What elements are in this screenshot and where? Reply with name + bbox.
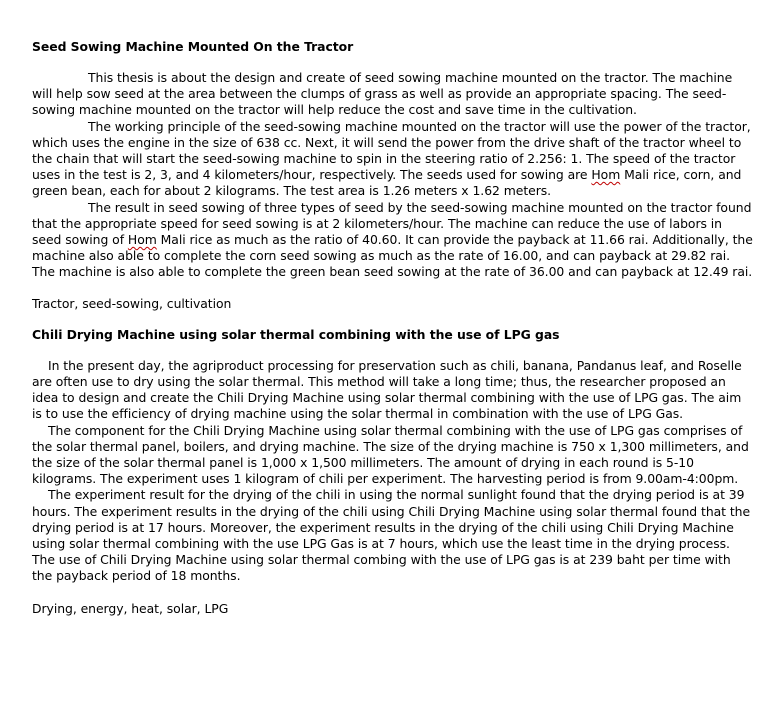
- article-1-paragraph-1: [32, 70, 754, 119]
- article-1-paragraph-1-text: This thesis is about the design and create of seed sowing machine mounted on the tractor. The machine will help sow seed at the area between the clumps of grass as well as provide an appropriate spacing. The seed-sowing machine mounted on the tractor will help reduce the cost and save time in the cultivation.: [32, 70, 733, 118]
- article-1-keywords: Tractor, seed-sowing, cultivation: [32, 295, 232, 311]
- article-2-paragraph-2: The component for the Chili Drying Machine using solar thermal combining with the use of LPG gas comprises of the solar thermal panel, boilers, and drying machine. The size of the drying machine is 750 x 1,300 millimeters, and the size of the solar thermal panel is 1,000 x 1,500 millimeters. The amount of drying in each round is 5-10 kilograms. The experiment uses 1 kilogram of chili per experiment. The harvesting period is from 9.00am-4:00pm.: [32, 422, 749, 487]
- article-1-paragraph-2-text-a: The working principle of the seed-sowing machine mounted on the tractor will use the power of the tractor, which uses the engine in the size of 638 cc. Next, it will send the power from the drive shaft of the tractor wheel to the chain that will start the seed-sowing machine to spin in the steering ratio of 2.256: 1. The speed of the tractor uses in the test is 2, 3, and 4 kilometers/hour, respectively. The seeds used for sowing are: [32, 118, 751, 183]
- article-1-title: Seed Sowing Machine Mounted On the Tractor: [32, 39, 354, 54]
- article-2-paragraph-3: The experiment result for the drying of the chili in using the normal sunlight found that the drying period is at 39 hours. The experiment results in the drying of the chili using Chili Drying Machine using solar thermal found that the drying period is at 17 hours. Moreover, the experiment results in the drying of the chili using Chili Drying Machine using solar thermal combining with the use LPG Gas is at 7 hours, which use the least time in the drying process. The use of Chili Drying Machine using solar thermal combing with the use of LPG gas is at 239 baht per time with the payback period of 18 months.: [32, 487, 751, 584]
- article-1-paragraph-2-text-b: Mali rice, corn, and green bean, each for about 2 kilograms. The test area is 1.26 meters x 1.62 meters.: [32, 167, 742, 199]
- article-1-paragraph-3-text-a: The result in seed sowing of three types of seed by the seed-sowing machine mounted on the tractor found that the appropriate speed for seed sowing is at 2 kilometers/hour. The machine can reduce the use of labors in seed sowing of: [32, 199, 752, 248]
- spacer: [32, 281, 754, 296]
- article-2-paragraph-1: In the present day, the agriproduct processing for preservation such as chili, banana, Pandanus leaf, and Roselle are often use to dry using the solar thermal. This method will take a long time; thus, the researcher proposed an idea to design and create the Chili Drying Machine using solar thermal combining with the use of LPG gas. The aim is to use the efficiency of drying machine using the solar thermal in combination with the use of LPG Gas.: [32, 357, 742, 422]
- spacer: [32, 585, 754, 601]
- document-page: [32, 38, 754, 617]
- article-2-keywords: Drying, energy, heat, solar, LPG: [32, 600, 229, 616]
- article-1-paragraph-2: [32, 119, 754, 200]
- misspelled-word[interactable]: Hom: [591, 167, 621, 183]
- misspelled-word[interactable]: Hom: [127, 232, 157, 248]
- spacer: [32, 312, 754, 326]
- article-2-title: Chili Drying Machine using solar thermal combining with the use of LPG gas: [32, 326, 560, 342]
- article-1-paragraph-3-text-b: Mali rice as much as the ratio of 40.60. It can provide the payback at 11.66 rai. Additionally, the machine also able to complete the corn seed sowing as much as the rate of 16.00, and can payback at 29.82 rai. The machine is also able to complete the green bean seed sowing at the rate of 36.00 and can payback at 12.49 rai.: [32, 232, 753, 280]
- article-1-paragraph-3: [32, 200, 754, 281]
